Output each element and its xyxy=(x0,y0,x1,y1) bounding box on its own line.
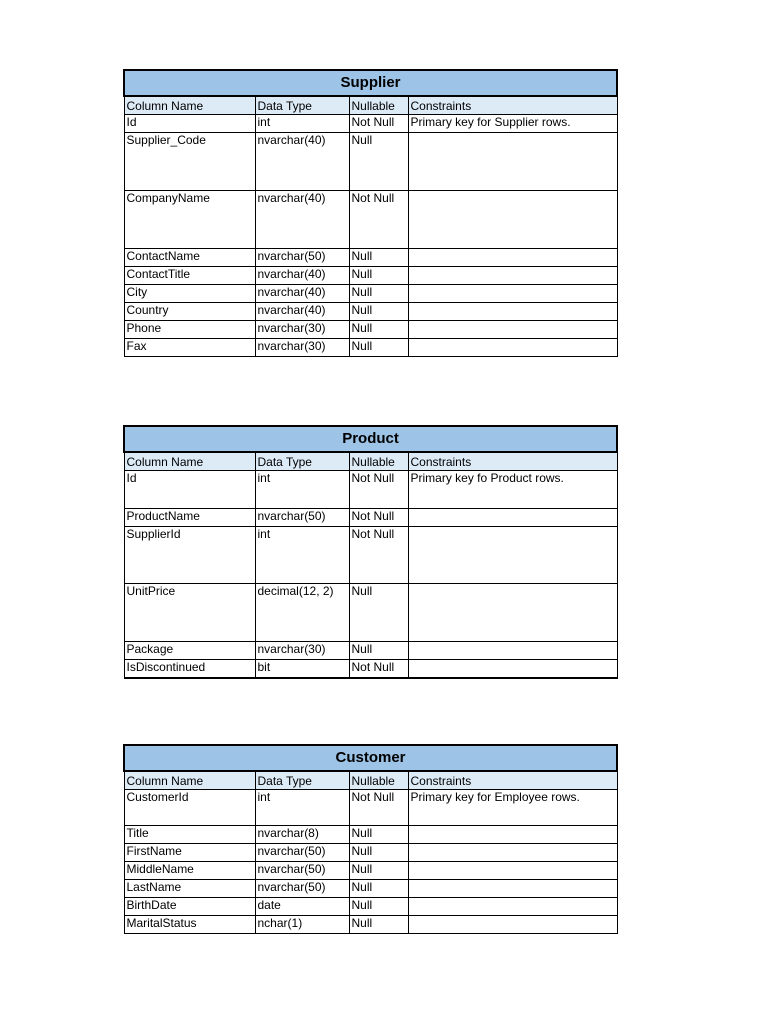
nullable-cell: Null xyxy=(349,916,408,934)
column-name-cell: ContactName xyxy=(124,249,255,267)
column-name-cell: City xyxy=(124,285,255,303)
nullable-cell: Null xyxy=(349,267,408,285)
column-header: Column Name xyxy=(124,452,255,471)
data-type-cell: decimal(12, 2) xyxy=(255,584,349,642)
data-type-cell: nvarchar(40) xyxy=(255,267,349,285)
data-type-cell: int xyxy=(255,527,349,584)
data-type-cell: nvarchar(50) xyxy=(255,249,349,267)
constraints-cell xyxy=(408,249,617,267)
column-name-cell: ProductName xyxy=(124,509,255,527)
nullable-cell: Null xyxy=(349,249,408,267)
constraints-cell xyxy=(408,584,617,642)
constraints-cell xyxy=(408,642,617,660)
column-name-cell: Title xyxy=(124,826,255,844)
header-row xyxy=(124,452,617,471)
data-type-cell: nvarchar(40) xyxy=(255,191,349,249)
data-type-cell: nvarchar(30) xyxy=(255,339,349,357)
table-row xyxy=(124,471,617,509)
column-name-cell: Id xyxy=(124,115,255,133)
data-type-cell: date xyxy=(255,898,349,916)
nullable-cell: Not Null xyxy=(349,115,408,133)
constraints-cell xyxy=(408,660,617,679)
constraints-cell xyxy=(408,862,617,880)
constraints-cell xyxy=(408,509,617,527)
data-type-cell: nvarchar(40) xyxy=(255,285,349,303)
constraints-cell xyxy=(408,880,617,898)
table-row xyxy=(124,115,617,133)
table-row xyxy=(124,509,617,527)
header-row xyxy=(124,96,617,115)
table-row xyxy=(124,285,617,303)
constraints-cell xyxy=(408,527,617,584)
table-row xyxy=(124,303,617,321)
column-header: Column Name xyxy=(124,771,255,790)
nullable-cell: Null xyxy=(349,133,408,191)
constraints-cell xyxy=(408,916,617,934)
table-title: Customer xyxy=(124,745,617,771)
table-row xyxy=(124,898,617,916)
table-row xyxy=(124,267,617,285)
data-type-cell: nvarchar(50) xyxy=(255,880,349,898)
data-type-cell: nvarchar(8) xyxy=(255,826,349,844)
nullable-cell: Not Null xyxy=(349,191,408,249)
column-header: Data Type xyxy=(255,771,349,790)
constraints-cell xyxy=(408,285,617,303)
column-header: Nullable xyxy=(349,771,408,790)
customer-table xyxy=(123,744,618,934)
nullable-cell: Null xyxy=(349,862,408,880)
data-type-cell: nvarchar(50) xyxy=(255,844,349,862)
nullable-cell: Null xyxy=(349,321,408,339)
supplier-table xyxy=(123,69,618,357)
table-row xyxy=(124,660,617,679)
constraints-cell xyxy=(408,826,617,844)
column-name-cell: MaritalStatus xyxy=(124,916,255,934)
constraints-cell xyxy=(408,267,617,285)
column-header: Nullable xyxy=(349,96,408,115)
column-name-cell: Id xyxy=(124,471,255,509)
table-row xyxy=(124,844,617,862)
data-type-cell: int xyxy=(255,471,349,509)
nullable-cell: Null xyxy=(349,898,408,916)
column-name-cell: Fax xyxy=(124,339,255,357)
column-name-cell: SupplierId xyxy=(124,527,255,584)
nullable-cell: Null xyxy=(349,584,408,642)
data-type-cell: nvarchar(30) xyxy=(255,321,349,339)
column-name-cell: BirthDate xyxy=(124,898,255,916)
nullable-cell: Not Null xyxy=(349,527,408,584)
data-type-cell: nvarchar(30) xyxy=(255,642,349,660)
table-row xyxy=(124,826,617,844)
table-row xyxy=(124,916,617,934)
column-name-cell: FirstName xyxy=(124,844,255,862)
constraints-cell xyxy=(408,303,617,321)
column-name-cell: CustomerId xyxy=(124,790,255,826)
column-name-cell: IsDiscontinued xyxy=(124,660,255,679)
column-name-cell: ContactTitle xyxy=(124,267,255,285)
nullable-cell: Null xyxy=(349,880,408,898)
constraints-cell xyxy=(408,133,617,191)
column-header: Constraints xyxy=(408,96,617,115)
data-type-cell: int xyxy=(255,790,349,826)
column-name-cell: Phone xyxy=(124,321,255,339)
constraints-cell xyxy=(408,321,617,339)
nullable-cell: Null xyxy=(349,844,408,862)
table-row xyxy=(124,321,617,339)
data-type-cell: bit xyxy=(255,660,349,679)
constraints-cell xyxy=(408,191,617,249)
column-name-cell: Country xyxy=(124,303,255,321)
data-type-cell: nvarchar(50) xyxy=(255,862,349,880)
header-row xyxy=(124,771,617,790)
data-type-cell: int xyxy=(255,115,349,133)
table-row xyxy=(124,527,617,584)
table-row xyxy=(124,790,617,826)
table-row xyxy=(124,339,617,357)
constraints-cell xyxy=(408,339,617,357)
nullable-cell: Null xyxy=(349,303,408,321)
table-title: Product xyxy=(124,426,617,452)
table-row xyxy=(124,191,617,249)
nullable-cell: Not Null xyxy=(349,471,408,509)
column-name-cell: CompanyName xyxy=(124,191,255,249)
column-header: Nullable xyxy=(349,452,408,471)
data-type-cell: nchar(1) xyxy=(255,916,349,934)
column-name-cell: LastName xyxy=(124,880,255,898)
column-header: Column Name xyxy=(124,96,255,115)
data-type-cell: nvarchar(40) xyxy=(255,303,349,321)
column-name-cell: Package xyxy=(124,642,255,660)
constraints-cell xyxy=(408,844,617,862)
column-name-cell: UnitPrice xyxy=(124,584,255,642)
product-table xyxy=(123,425,618,679)
table-row xyxy=(124,584,617,642)
constraints-cell: Primary key fo Product rows. xyxy=(408,471,617,509)
constraints-cell: Primary key for Employee rows. xyxy=(408,790,617,826)
table-row xyxy=(124,880,617,898)
column-name-cell: MiddleName xyxy=(124,862,255,880)
column-name-cell: Supplier_Code xyxy=(124,133,255,191)
table-title: Supplier xyxy=(124,70,617,96)
table-row xyxy=(124,133,617,191)
table-row xyxy=(124,862,617,880)
nullable-cell: Not Null xyxy=(349,509,408,527)
column-header: Data Type xyxy=(255,96,349,115)
table-row xyxy=(124,642,617,660)
data-type-cell: nvarchar(50) xyxy=(255,509,349,527)
column-header: Constraints xyxy=(408,771,617,790)
nullable-cell: Null xyxy=(349,642,408,660)
column-header: Data Type xyxy=(255,452,349,471)
column-header: Constraints xyxy=(408,452,617,471)
data-type-cell: nvarchar(40) xyxy=(255,133,349,191)
nullable-cell: Null xyxy=(349,826,408,844)
table-row xyxy=(124,249,617,267)
constraints-cell: Primary key for Supplier rows. xyxy=(408,115,617,133)
nullable-cell: Null xyxy=(349,285,408,303)
nullable-cell: Not Null xyxy=(349,660,408,679)
constraints-cell xyxy=(408,898,617,916)
nullable-cell: Not Null xyxy=(349,790,408,826)
nullable-cell: Null xyxy=(349,339,408,357)
